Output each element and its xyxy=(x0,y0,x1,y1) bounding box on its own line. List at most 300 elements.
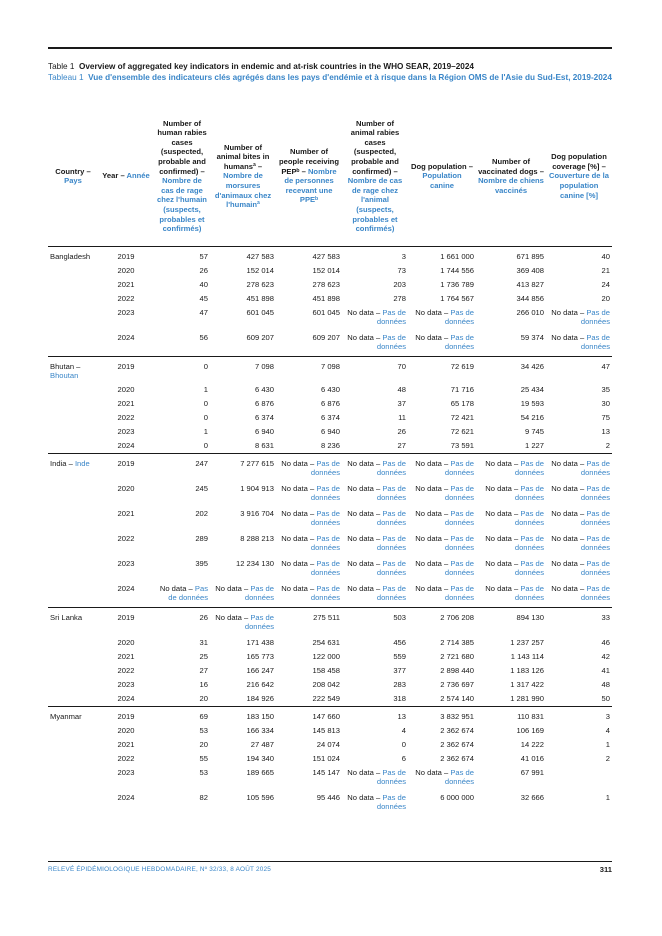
no-data-fr: Pas de données xyxy=(376,558,406,578)
no-data-en: No data – xyxy=(281,483,315,493)
value-cell: 59 374 xyxy=(520,332,544,342)
value-cell xyxy=(546,766,612,791)
value-cell: 222 549 xyxy=(312,693,340,703)
value-cell: 82 xyxy=(199,792,208,802)
value-cell: 14 222 xyxy=(520,739,544,749)
no-data-en: No data – xyxy=(485,583,519,593)
value-cell: 54 216 xyxy=(520,412,544,422)
table-row xyxy=(48,557,612,582)
value-cell xyxy=(342,766,408,791)
no-data-fr: Pas de données xyxy=(310,483,340,503)
value-cell xyxy=(342,507,408,532)
value-cell: 1 xyxy=(605,792,610,802)
value-cell: 2 736 697 xyxy=(440,679,474,689)
year-cell: 2024 xyxy=(117,583,135,593)
column-header-7 xyxy=(476,108,546,246)
value-cell xyxy=(276,557,342,582)
value-cell xyxy=(476,582,546,608)
value-cell: 166 334 xyxy=(246,725,274,735)
value-cell: 13 xyxy=(342,706,408,724)
value-cell xyxy=(476,507,546,532)
value-cell: 35 xyxy=(601,384,610,394)
value-cell: 25 xyxy=(199,651,208,661)
value-cell: 278 xyxy=(393,293,406,303)
table-row xyxy=(48,706,612,724)
value-cell: 278 623 xyxy=(312,279,340,289)
no-data-en: No data – xyxy=(415,508,449,518)
no-data-fr: Pas de données xyxy=(580,583,610,603)
value-cell: 95 446 xyxy=(316,792,340,802)
no-data-fr: Pas de données xyxy=(514,558,544,578)
value-cell: 413 827 xyxy=(516,279,544,289)
value-cell: 158 458 xyxy=(312,665,340,675)
value-cell: 27 xyxy=(199,665,208,675)
year-cell: 2022 xyxy=(117,533,135,543)
country-cell xyxy=(48,278,98,292)
column-header-fr: Nombre de cas de rage chez l'animal (suspects, probables et confirmés) xyxy=(347,176,403,234)
table-row xyxy=(48,650,612,664)
column-header-en: Country – xyxy=(55,166,91,176)
value-cell: 3 916 704 xyxy=(240,508,274,518)
value-cell: 47 xyxy=(199,307,208,317)
country-cell xyxy=(48,331,98,357)
no-data-fr: Pas de données xyxy=(310,558,340,578)
value-cell: 451 898 xyxy=(246,293,274,303)
value-cell: 0 xyxy=(154,356,210,383)
value-cell: 369 408 xyxy=(516,265,544,275)
value-cell: 53 xyxy=(199,767,208,777)
value-cell: 1 183 126 xyxy=(510,665,544,675)
no-data-fr: Pas de données xyxy=(376,483,406,503)
value-cell: 1 227 xyxy=(524,440,544,450)
value-cell: 247 xyxy=(154,453,210,482)
no-data-fr: Pas de données xyxy=(244,583,274,603)
value-cell: 283 xyxy=(393,679,406,689)
value-cell xyxy=(342,582,408,608)
value-cell xyxy=(476,532,546,557)
value-cell: 165 773 xyxy=(246,651,274,661)
no-data-fr: Pas de données xyxy=(444,533,474,553)
value-cell: 46 xyxy=(601,637,610,647)
column-header-en: Year – xyxy=(102,171,125,181)
no-data-en: No data – xyxy=(551,583,585,593)
no-data-en: No data – xyxy=(347,533,381,543)
value-cell xyxy=(408,532,476,557)
year-cell: 2021 xyxy=(117,651,135,661)
value-cell: 40 xyxy=(199,279,208,289)
value-cell: 202 xyxy=(195,508,208,518)
column-header-8 xyxy=(546,108,612,246)
no-data-en: No data – xyxy=(415,583,449,593)
value-cell: 26 xyxy=(397,426,406,436)
no-data-en: No data – xyxy=(347,767,381,777)
value-cell xyxy=(546,331,612,357)
value-cell xyxy=(342,482,408,507)
value-cell: 145 147 xyxy=(312,767,340,777)
caption-english xyxy=(48,61,612,72)
value-cell: 7 277 615 xyxy=(210,453,276,482)
value-cell: 27 xyxy=(397,440,406,450)
value-cell: 6 374 xyxy=(254,412,274,422)
no-data-fr: Pas de données xyxy=(376,332,406,352)
value-cell xyxy=(276,532,342,557)
year-cell: 2021 xyxy=(117,279,135,289)
value-cell xyxy=(546,306,612,331)
no-data-en: No data – xyxy=(485,483,519,493)
column-header-3 xyxy=(210,108,276,246)
year-cell: 2024 xyxy=(117,440,135,450)
table-row xyxy=(48,356,612,383)
value-cell: 1 143 114 xyxy=(510,651,544,661)
value-cell: 147 660 xyxy=(276,706,342,724)
no-data-fr: Pas de données xyxy=(376,767,406,787)
value-cell: 25 434 xyxy=(520,384,544,394)
value-cell: 32 666 xyxy=(520,792,544,802)
value-cell: 8 631 xyxy=(254,440,274,450)
table-row xyxy=(48,292,612,306)
table-row xyxy=(48,306,612,331)
value-cell: 41 xyxy=(601,665,610,675)
value-cell: 203 xyxy=(393,279,406,289)
no-data-fr: Pas de données xyxy=(580,332,610,352)
value-cell: 57 xyxy=(154,246,210,264)
country-cell xyxy=(48,411,98,425)
no-data-en: No data – xyxy=(415,533,449,543)
no-data-en: No data – xyxy=(551,458,585,468)
column-header-en: Number of human rabies cases (suspected, probable and confirmed) – xyxy=(157,118,207,176)
value-cell: 56 xyxy=(199,332,208,342)
value-cell: 395 xyxy=(195,558,208,568)
year-cell: 2019 xyxy=(98,246,154,264)
no-data-fr: Pas de données xyxy=(444,483,474,503)
value-cell: 6 000 000 xyxy=(440,792,474,802)
no-data-en: No data – xyxy=(281,583,315,593)
no-data-en: No data – xyxy=(551,332,585,342)
no-data-en: No data – xyxy=(415,307,449,317)
country-cell xyxy=(48,482,98,507)
value-cell: 216 642 xyxy=(246,679,274,689)
value-cell: 0 xyxy=(203,440,208,450)
no-data-fr: Pas de données xyxy=(444,583,474,603)
column-header-fr: Année xyxy=(126,171,150,181)
value-cell: 275 511 xyxy=(276,607,342,636)
value-cell: 183 150 xyxy=(210,706,276,724)
table-row xyxy=(48,678,612,692)
value-cell: 4 xyxy=(605,725,610,735)
value-cell: 1 736 789 xyxy=(440,279,474,289)
column-header-en: Number of animal rabies cases (suspected, probable and confirmed) – xyxy=(350,118,400,176)
value-cell: 71 716 xyxy=(450,384,474,394)
no-data-fr: Pas de données xyxy=(444,558,474,578)
value-cell: 2 706 208 xyxy=(408,607,476,636)
table-row xyxy=(48,766,612,791)
no-data-fr: Pas de données xyxy=(244,612,274,632)
no-data-fr: Pas de données xyxy=(376,307,406,327)
no-data-fr: Pas de données xyxy=(580,508,610,528)
value-cell: 2 574 140 xyxy=(440,693,474,703)
no-data-fr: Pas de données xyxy=(580,458,610,478)
value-cell: 75 xyxy=(601,412,610,422)
table-row xyxy=(48,532,612,557)
caption-french-label: Tableau 1 xyxy=(48,73,84,82)
table-header xyxy=(48,108,612,246)
page-number: 311 xyxy=(599,865,612,874)
indicators-table xyxy=(48,108,612,816)
value-cell: 503 xyxy=(342,607,408,636)
country-cell xyxy=(48,356,98,383)
column-header-fr: Nombre de chiens vaccinés xyxy=(478,176,544,195)
column-header-en: Dog population coverage [%] – xyxy=(551,152,607,171)
value-cell xyxy=(210,607,276,636)
value-cell: 0 xyxy=(203,412,208,422)
value-cell: 6 940 xyxy=(320,426,340,436)
year-cell: 2019 xyxy=(98,706,154,724)
value-cell: 31 xyxy=(199,637,208,647)
value-cell xyxy=(408,766,476,791)
value-cell: 19 593 xyxy=(520,398,544,408)
table-row xyxy=(48,482,612,507)
value-cell: 171 438 xyxy=(246,637,274,647)
value-cell: 0 xyxy=(401,739,406,749)
value-cell xyxy=(342,453,408,482)
table-row xyxy=(48,453,612,482)
column-header-en: Dog population – xyxy=(410,161,473,171)
year-cell: 2022 xyxy=(117,753,135,763)
value-cell xyxy=(276,482,342,507)
value-cell: 1 237 257 xyxy=(510,637,544,647)
value-cell: 9 745 xyxy=(524,426,544,436)
table-row xyxy=(48,724,612,738)
no-data-en: No data – xyxy=(347,458,381,468)
value-cell: 2 xyxy=(605,440,610,450)
no-data-fr: Pas de données xyxy=(514,508,544,528)
no-data-en: No data – xyxy=(485,533,519,543)
value-cell: 2 898 440 xyxy=(440,665,474,675)
value-cell: 69 xyxy=(154,706,210,724)
value-cell: 1 661 000 xyxy=(408,246,476,264)
value-cell: 105 596 xyxy=(246,792,274,802)
value-cell xyxy=(276,582,342,608)
country-cell xyxy=(48,397,98,411)
value-cell: 427 583 xyxy=(210,246,276,264)
value-cell: 451 898 xyxy=(312,293,340,303)
table-row xyxy=(48,411,612,425)
country-cell xyxy=(48,383,98,397)
table-row xyxy=(48,738,612,752)
country-name-en: Bangladesh xyxy=(50,251,91,261)
no-data-fr: Pas de données xyxy=(168,583,208,603)
country-cell xyxy=(48,766,98,791)
country-cell xyxy=(48,425,98,439)
no-data-en: No data – xyxy=(215,583,249,593)
column-header-en: Number of vaccinated dogs – xyxy=(478,157,544,176)
value-cell: 67 991 xyxy=(520,767,544,777)
value-cell: 189 665 xyxy=(246,767,274,777)
country-cell xyxy=(48,752,98,766)
no-data-fr: Pas de données xyxy=(580,533,610,553)
country-cell xyxy=(48,692,98,707)
no-data-en: No data – xyxy=(347,332,381,342)
value-cell: 2 362 674 xyxy=(440,739,474,749)
column-header-5 xyxy=(342,108,408,246)
value-cell: 34 426 xyxy=(476,356,546,383)
column-header-fr: Pays xyxy=(64,176,82,186)
value-cell xyxy=(476,482,546,507)
value-cell xyxy=(546,507,612,532)
value-cell: 6 876 xyxy=(320,398,340,408)
value-cell: 20 xyxy=(601,293,610,303)
value-cell: 33 xyxy=(546,607,612,636)
column-header-4 xyxy=(276,108,342,246)
table-row xyxy=(48,692,612,707)
value-cell: 1 xyxy=(203,426,208,436)
footer-rule xyxy=(48,861,612,862)
value-cell: 559 xyxy=(393,651,406,661)
value-cell: 8 236 xyxy=(320,440,340,450)
value-cell: 6 430 xyxy=(320,384,340,394)
value-cell xyxy=(276,453,342,482)
year-cell: 2023 xyxy=(117,679,135,689)
year-cell: 2024 xyxy=(117,693,135,703)
value-cell: 55 xyxy=(199,753,208,763)
country-cell xyxy=(48,664,98,678)
value-cell: 266 010 xyxy=(516,307,544,317)
value-cell xyxy=(342,331,408,357)
value-cell: 73 591 xyxy=(450,440,474,450)
column-header-fr: Nombre de personnes recevant une PPEᵇ xyxy=(284,166,337,205)
value-cell: 27 487 xyxy=(250,739,274,749)
value-cell: 152 014 xyxy=(312,265,340,275)
value-cell: 106 169 xyxy=(516,725,544,735)
table-row xyxy=(48,331,612,357)
value-cell xyxy=(546,453,612,482)
value-cell: 30 xyxy=(601,398,610,408)
value-cell: 72 421 xyxy=(450,412,474,422)
value-cell: 72 619 xyxy=(408,356,476,383)
no-data-en: No data – xyxy=(281,508,315,518)
value-cell xyxy=(408,557,476,582)
no-data-fr: Pas de données xyxy=(580,483,610,503)
no-data-fr: Pas de données xyxy=(376,533,406,553)
value-cell: 24 xyxy=(601,279,610,289)
table-row xyxy=(48,507,612,532)
year-cell: 2020 xyxy=(117,265,135,275)
year-cell: 2020 xyxy=(117,637,135,647)
no-data-fr: Pas de données xyxy=(310,583,340,603)
value-cell xyxy=(154,582,210,608)
no-data-en: No data – xyxy=(281,533,315,543)
country-cell xyxy=(48,507,98,532)
table-row xyxy=(48,791,612,816)
value-cell xyxy=(276,507,342,532)
value-cell: 2 xyxy=(605,753,610,763)
country-name-en: Myanmar xyxy=(50,711,82,721)
value-cell xyxy=(546,532,612,557)
country-name-en: Sri Lanka xyxy=(50,612,83,622)
value-cell: 254 631 xyxy=(312,637,340,647)
country-cell xyxy=(48,264,98,278)
value-cell: 456 xyxy=(393,637,406,647)
no-data-fr: Pas de données xyxy=(310,533,340,553)
year-cell: 2020 xyxy=(117,483,135,493)
year-cell: 2021 xyxy=(117,739,135,749)
value-cell: 208 042 xyxy=(312,679,340,689)
no-data-en: No data – xyxy=(551,508,585,518)
table-row xyxy=(48,607,612,636)
value-cell xyxy=(408,507,476,532)
value-cell: 6 xyxy=(401,753,406,763)
value-cell: 50 xyxy=(601,693,610,703)
value-cell: 4 xyxy=(401,725,406,735)
value-cell: 47 xyxy=(546,356,612,383)
table-row xyxy=(48,397,612,411)
no-data-en: No data – xyxy=(485,558,519,568)
value-cell: 2 721 680 xyxy=(440,651,474,661)
value-cell: 344 856 xyxy=(516,293,544,303)
no-data-fr: Pas de données xyxy=(444,767,474,787)
value-cell: 70 xyxy=(342,356,408,383)
value-cell xyxy=(408,331,476,357)
value-cell: 6 374 xyxy=(320,412,340,422)
value-cell: 13 xyxy=(601,426,610,436)
value-cell xyxy=(210,582,276,608)
value-cell: 1 xyxy=(203,384,208,394)
value-cell: 16 xyxy=(199,679,208,689)
table-row xyxy=(48,383,612,397)
no-data-en: No data – xyxy=(415,483,449,493)
country-cell xyxy=(48,607,98,636)
year-cell: 2022 xyxy=(117,665,135,675)
country-cell xyxy=(48,791,98,816)
value-cell: 21 xyxy=(601,265,610,275)
value-cell: 48 xyxy=(397,384,406,394)
country-cell xyxy=(48,706,98,724)
value-cell xyxy=(546,582,612,608)
value-cell: 40 xyxy=(546,246,612,264)
table-row xyxy=(48,582,612,608)
top-rule xyxy=(48,47,612,49)
value-cell: 26 xyxy=(154,607,210,636)
value-cell xyxy=(408,582,476,608)
no-data-fr: Pas de données xyxy=(514,483,544,503)
value-cell: 609 207 xyxy=(312,332,340,342)
no-data-en: No data – xyxy=(347,307,381,317)
table-row xyxy=(48,636,612,650)
year-cell: 2021 xyxy=(117,398,135,408)
value-cell: 2 714 385 xyxy=(440,637,474,647)
no-data-fr: Pas de données xyxy=(376,583,406,603)
value-cell: 37 xyxy=(397,398,406,408)
value-cell: 1 317 422 xyxy=(510,679,544,689)
value-cell xyxy=(342,791,408,816)
value-cell: 48 xyxy=(601,679,610,689)
table-row xyxy=(48,752,612,766)
country-cell xyxy=(48,292,98,306)
column-header-1 xyxy=(98,108,154,246)
no-data-en: No data – xyxy=(551,558,585,568)
year-cell: 2019 xyxy=(98,356,154,383)
value-cell: 65 178 xyxy=(450,398,474,408)
year-cell: 2023 xyxy=(117,307,135,317)
value-cell xyxy=(408,306,476,331)
value-cell: 42 xyxy=(601,651,610,661)
country-cell xyxy=(48,650,98,664)
country-cell xyxy=(48,453,98,482)
value-cell: 73 xyxy=(397,265,406,275)
value-cell: 26 xyxy=(199,265,208,275)
no-data-en: No data – xyxy=(215,612,249,622)
value-cell xyxy=(546,482,612,507)
